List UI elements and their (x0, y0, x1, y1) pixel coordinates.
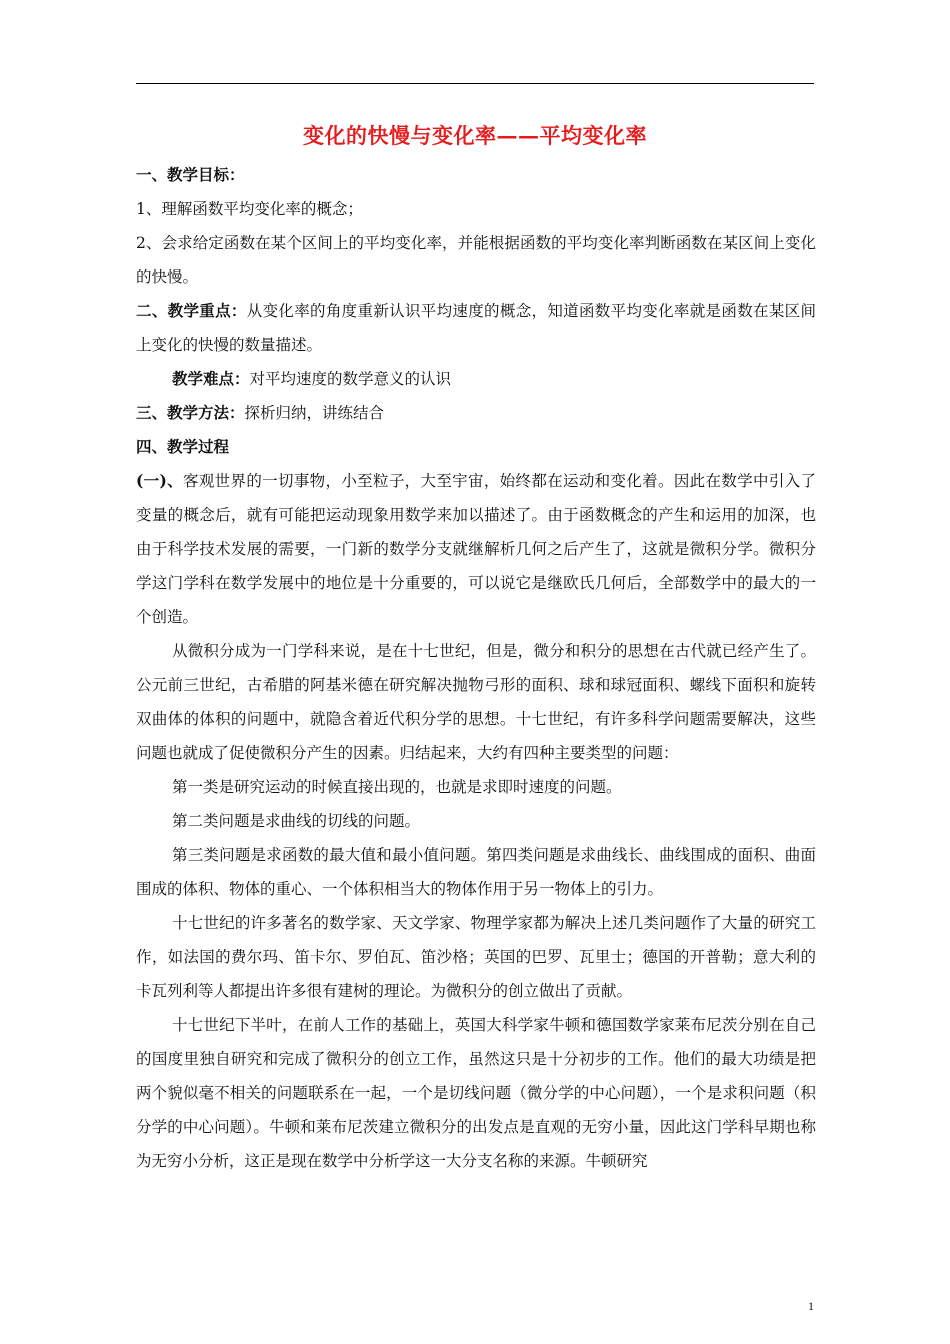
difficulty-paragraph (136, 362, 816, 396)
process-para-5: 第三类问题是求函数的最大值和最小值问题。第四类问题是求曲线长、曲线围成的面积、曲面围成的体积、物体的重心、一个体积相当大的物体作用于另一物体上的引力。 (136, 846, 816, 898)
part1-label: (一)、 (136, 471, 183, 490)
difficulty-text: 对平均速度的数学意义的认识 (249, 370, 452, 388)
process-para-2: 从微积分成为一门学科来说，是在十七世纪，但是，微分和积分的思想在古代就已经产生了。公元前三世纪，古希腊的阿基米德在研究解决抛物弓形的面积、球和球冠面积、螺线下面积和旋转双曲体的体积的问题中，就隐含着近代积分学的思想。十七世纪，有许多科学问题需要解决，这些问题也就成了促使微积分产生的因素。归结起来，大约有四种主要类型的问题： (136, 642, 816, 762)
goal-item-2: 2、会求给定函数在某个区间上的平均变化率，并能根据函数的平均变化率判断函数在某区间上变化的快慢。 (136, 234, 816, 286)
document-title: 变化的快慢与变化率——平均变化率 (303, 123, 647, 148)
difficulty-heading: 教学难点： (172, 369, 250, 388)
process-para-3: 第一类是研究运动的时候直接出现的，也就是求即时速度的问题。 (172, 778, 622, 796)
process-para-7: 十七世纪下半叶，在前人工作的基础上，英国大科学家牛顿和德国数学家莱布尼茨分别在自己的国度里独自研究和完成了微积分的创立工作，虽然这只是十分初步的工作。他们的最大功绩是把两个貌似毫不相关的问题联系在一起，一个是切线问题（微分学的中心问题），一个是求积问题（积分学的中心问题）。牛顿和莱布尼茨建立微积分的出发点是直观的无穷小量，因此这门学科早期也称为无穷小分析，这正是现在数学中分析学这一大分支名称的来源。牛顿研究 (136, 1016, 816, 1170)
process-para-6: 十七世纪的许多著名的数学家、天文学家、物理学家都为解决上述几类问题作了大量的研究工作，如法国的费尔玛、笛卡尔、罗伯瓦、笛沙格；英国的巴罗、瓦里士；德国的开普勒；意大利的卡瓦列利等人都提出许多很有建树的理论。为微积分的创立做出了贡献。 (136, 914, 816, 1000)
focus-paragraph (136, 294, 816, 362)
process-part1 (136, 464, 816, 634)
method-heading: 三、教学方法： (136, 403, 245, 422)
header-rule (136, 83, 814, 84)
goals-heading: 一、教学目标： (136, 165, 245, 184)
process-para-4: 第二类问题是求曲线的切线的问题。 (172, 812, 421, 830)
page-number: 1 (808, 1299, 814, 1313)
process-heading: 四、教学过程 (136, 437, 230, 456)
method-text: 探析归纳，讲练结合 (244, 404, 385, 422)
part1-text: 客观世界的一切事物，小至粒子，大至宇宙，始终都在运动和变化着。因此在数学中引入了变量的概念后，就有可能把运动现象用数学来加以描述了。由于函数概念的产生和运用的加深，也由于科学技术发展的需要，一门新的数学分支就继解析几何之后产生了，这就是微积分学。微积分学这门学科在数学发展中的地位是十分重要的，可以说它是继欧氏几何后，全部数学中的最大的一个创造。 (136, 472, 816, 626)
goal-item-1: 1、理解函数平均变化率的概念； (136, 200, 363, 218)
focus-heading: 二、教学重点： (136, 301, 247, 320)
method-paragraph (136, 396, 816, 430)
focus-text: 从变化率的角度重新认识平均速度的概念，知道函数平均变化率就是函数在某区间上变化的快慢的数量描述。 (136, 302, 816, 354)
document-body (136, 158, 816, 1178)
